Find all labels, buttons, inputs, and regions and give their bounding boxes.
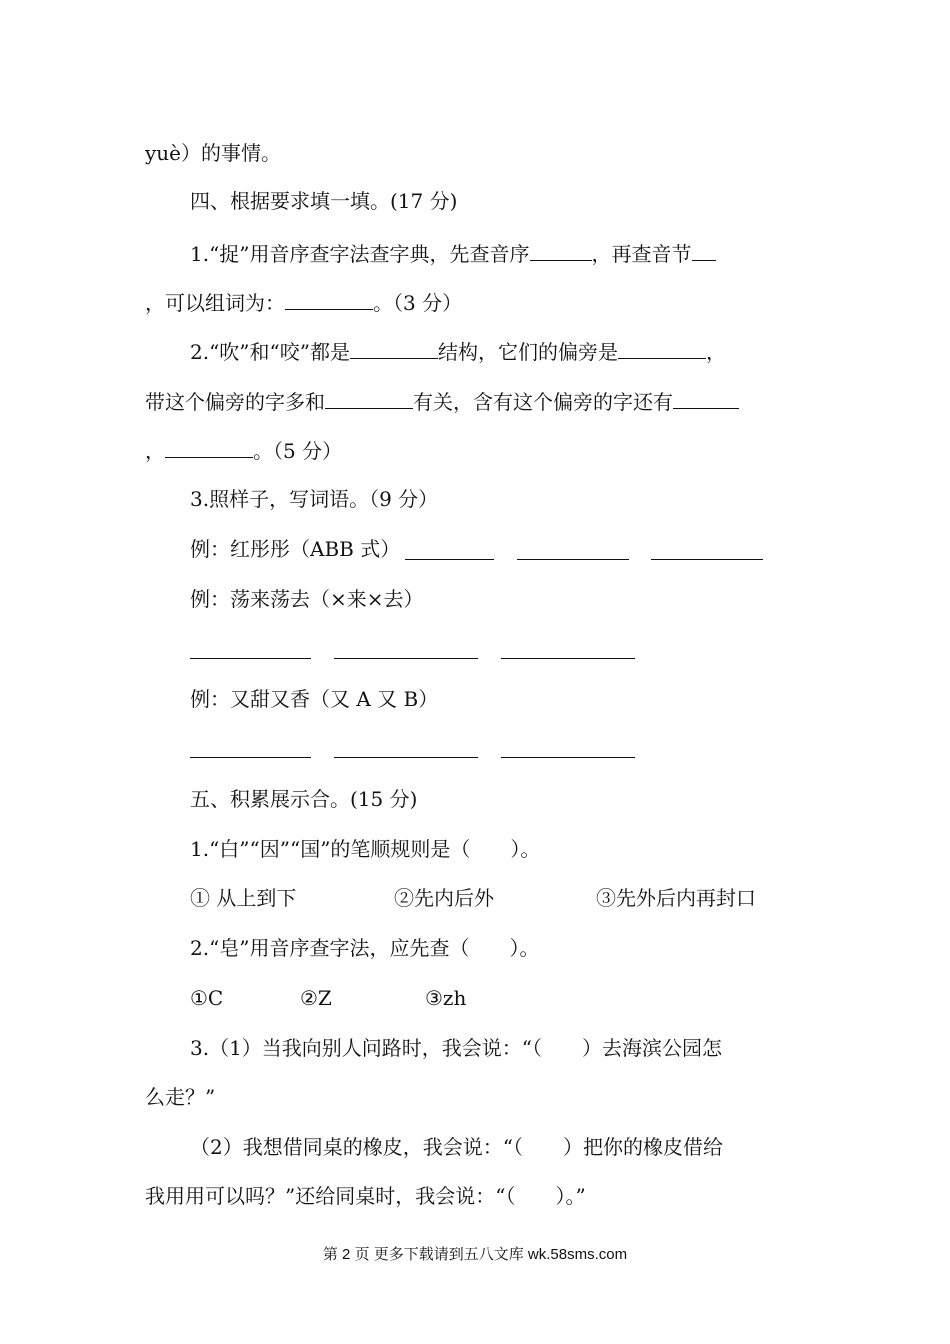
question-line — [190, 338, 726, 365]
answer-blank[interactable] — [334, 658, 478, 659]
answer-blank[interactable] — [673, 388, 739, 409]
question-text: 2.“吹”和“咬”都是 — [190, 340, 350, 364]
answer-blank[interactable] — [501, 658, 635, 659]
question-text: ，再查音节 — [591, 242, 692, 266]
answer-blank[interactable] — [190, 757, 311, 758]
answer-blank[interactable] — [405, 559, 494, 560]
question-line — [145, 289, 462, 316]
answer-blank[interactable] — [651, 559, 763, 560]
question-line: 我用用可以吗？”还给同桌时，我会说：“（ ）。” — [145, 1184, 586, 1208]
question-text: ， — [705, 340, 726, 364]
question-line: 么走？” — [145, 1085, 216, 1109]
question-line — [145, 388, 739, 415]
example-line: 例：红彤彤（ABB 式） — [190, 537, 401, 561]
answer-blank[interactable] — [692, 240, 716, 261]
question-text: ，可以组词为： — [145, 291, 285, 315]
answer-blank[interactable] — [517, 559, 629, 560]
example-line: 例：又甜又香（又 A 又 B） — [190, 687, 439, 711]
answer-blank[interactable] — [501, 757, 635, 758]
option-item[interactable]: ③先外后内再封口 — [596, 886, 756, 910]
question-text: 带这个偏旁的字多和 — [145, 390, 325, 414]
answer-blank[interactable] — [285, 289, 373, 310]
question-line: 2.“皂”用音序查字法，应先查（ ）。 — [190, 936, 540, 960]
answer-blank[interactable] — [334, 757, 478, 758]
option-item[interactable]: ① 从上到下 — [190, 886, 297, 910]
question-text: 。（3 分） — [373, 291, 463, 315]
option-item[interactable]: ②Z — [300, 986, 332, 1010]
question-text: 1.“捉”用音序查字法查字典，先查音序 — [190, 242, 530, 266]
question-line: 3.（1）当我向别人问路时，我会说：“（ ）去海滨公园怎 — [190, 1036, 723, 1060]
option-item[interactable]: ③zh — [425, 986, 467, 1010]
page-footer: 第 2 页 更多下载请到五八文库 wk.58sms.com — [322, 1246, 628, 1263]
answer-blank[interactable] — [165, 437, 253, 458]
answer-blank[interactable] — [350, 338, 438, 359]
example-line: 例：荡来荡去（×来×去） — [190, 587, 424, 611]
answer-blank[interactable] — [618, 338, 706, 359]
option-item[interactable]: ①C — [190, 986, 224, 1010]
option-item[interactable]: ②先内后外 — [394, 886, 494, 910]
question-line: 3.照样子，写词语。（9 分） — [190, 487, 439, 511]
question-line — [145, 437, 342, 464]
question-line: 1.“白”“因”“国”的笔顺规则是（ ）。 — [190, 837, 541, 861]
answer-blank[interactable] — [190, 658, 311, 659]
answer-blank[interactable] — [325, 388, 413, 409]
section-heading: 五、积累展示合。(15 分) — [190, 787, 418, 811]
answer-blank[interactable] — [530, 240, 592, 261]
question-text: 有关，含有这个偏旁的字还有 — [413, 390, 673, 414]
question-text: ， — [145, 439, 165, 463]
text-line: yuè）的事情。 — [145, 141, 282, 165]
question-line: （2）我想借同桌的橡皮，我会说：“（ ）把你的橡皮借给 — [190, 1135, 723, 1159]
question-text: 结构，它们的偏旁是 — [437, 340, 618, 364]
question-text: 。（5 分） — [253, 439, 343, 463]
section-heading: 四、根据要求填一填。(17 分) — [190, 189, 458, 213]
question-line — [190, 240, 716, 267]
